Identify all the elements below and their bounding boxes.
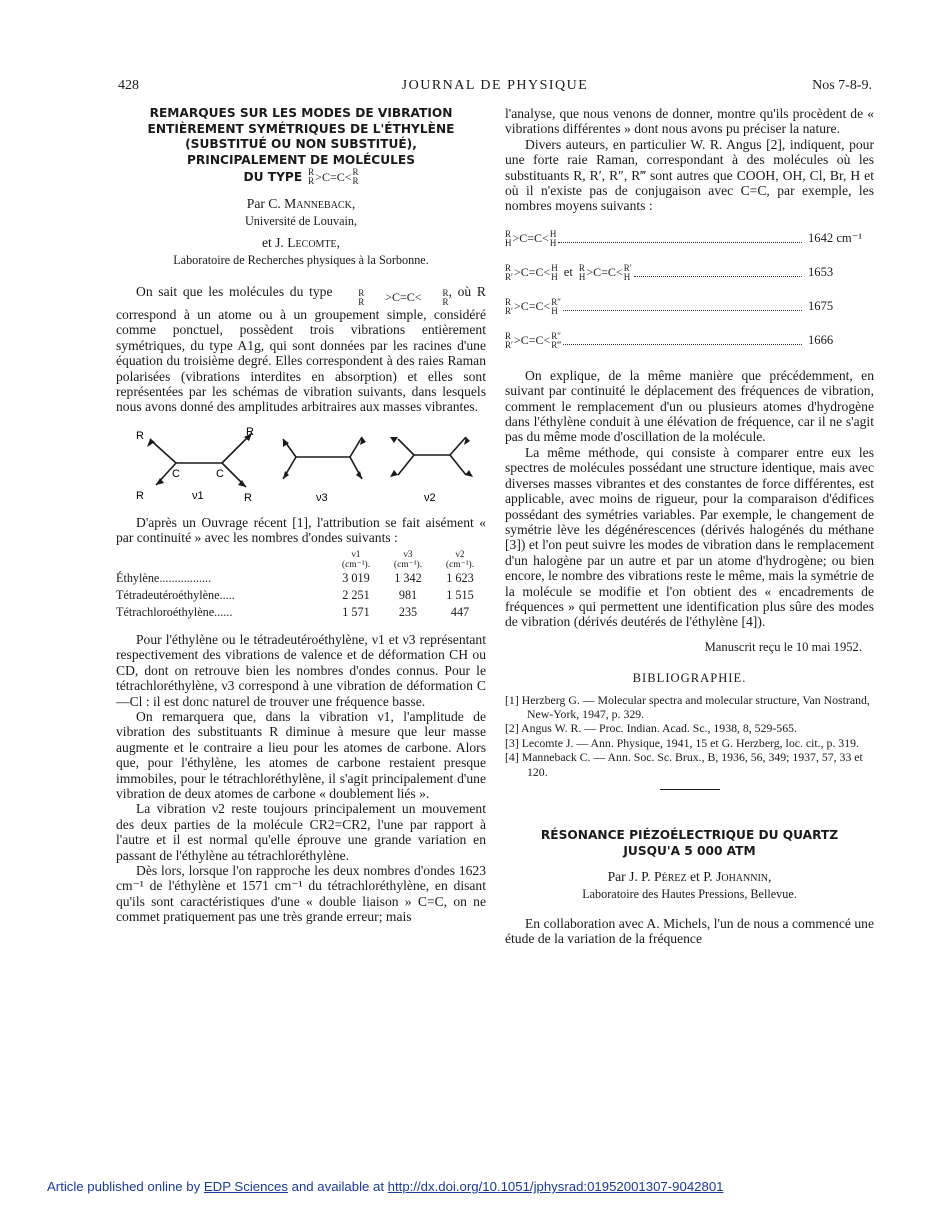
table-header-row <box>116 550 486 560</box>
author-name: Johannin, <box>716 869 772 885</box>
paragraph: Dès lors, lorsque l'on rapproche les deux nombres d'ondes 1623 cm⁻¹ de l'éthylène et 1571 cm⁻¹ du tétrachloréthylène, en disant qu'ils sont caractéristiques d'une « double liaison » C=C, on ne commet pratiquement pas une très grande erreur; mais <box>116 862 486 925</box>
figure-label-r: R <box>136 489 144 502</box>
paragraph: On explique, de la même manière que précédemment, en suivant par continuité le déplacement des fréquences de vibration, comment le remplacement d'un ou plusieurs atomes d'hydrogène dans l'éthylène conduit à une élévation de fréquence, car il ne s'agit pas du même mode d'oscillation de la molécule. <box>505 367 874 445</box>
molecule-formula: R H >C=C< R′ H <box>578 262 632 282</box>
table-row <box>116 570 486 587</box>
molecule-formula: R R′ >C=C< R″ R‴ <box>505 330 562 350</box>
title-line-molecule <box>244 168 359 186</box>
molecule-formula: R R >C=C< R R <box>358 288 449 307</box>
leader-dots <box>563 302 802 311</box>
frequency-list <box>505 222 874 358</box>
author1-affiliation: Université de Louvain, <box>244 213 358 228</box>
compound-name: Tétrachloroéthylène...... <box>116 605 233 620</box>
manuscript-received: Manuscrit reçu le 10 mai 1952. <box>704 639 862 654</box>
compound-name: Éthylène................. <box>116 570 212 585</box>
frequency-value: 1666 <box>808 333 834 348</box>
paragraph: Pour l'éthylène ou le tétradeutéroéthylène, ν1 et ν3 représentant respectivement des vibrations de valence et de déformation CH ou CD, dont on retrouve bien les nombres d'ondes connus. Pour le tétrachloréthylène, ν3 correspond à une vibration de déformation C—Cl : il est donc naturel de trouver une fréquence basse. <box>116 631 486 709</box>
table-row <box>116 604 486 621</box>
author-name: Manneback, <box>284 196 356 212</box>
bibliography-heading: BIBLIOGRAPHIE. <box>632 671 747 686</box>
value-cell: 1 515 <box>446 588 474 603</box>
figure-label-nu2: ν2 <box>424 491 436 504</box>
connector-text: et <box>563 265 573 280</box>
bibliography-entry: [1] Herzberg G. — Molecular spectra and molecular structure, Van Nostrand, New-York, 1947, p. 329. <box>505 692 870 721</box>
value-cell: 447 <box>450 605 470 620</box>
figure-label-nu3: ν3 <box>316 491 328 504</box>
separator-rule <box>660 789 720 790</box>
table-unit: (cm⁻¹). <box>445 559 475 570</box>
title-line: REMARQUES SUR LES MODES DE VIBRATION <box>149 106 453 120</box>
paragraph: D'après un Ouvrage récent [1], l'attribution se fait aisément « par continuité » avec les nombres d'ondes suivants : <box>116 514 486 546</box>
leader-dots <box>558 234 802 243</box>
molecule-formula: R H >C=C< H H <box>505 228 557 248</box>
equation-row <box>505 290 874 324</box>
value-cell: 1 623 <box>446 570 474 585</box>
author-name: Lecomte, <box>287 235 341 251</box>
value-cell: 1 342 <box>394 570 422 585</box>
figure-label-r: R <box>244 491 252 504</box>
wavenumber-table <box>116 550 486 622</box>
article2-affiliation: Laboratoire des Hautes Pressions, Bellevue. <box>582 886 797 901</box>
paragraph: En collaboration avec A. Michels, l'un de nous a commencé une étude de la variation de la fréquence <box>505 916 874 947</box>
figure-label-c: C <box>216 467 224 480</box>
article2-byline: Par J. P. Pérez et P. Johannin, <box>607 869 772 885</box>
title-line: (SUBSTITUÉ OU NON SUBSTITUÉ), <box>185 137 417 152</box>
title-prefix: DU TYPE <box>243 169 303 184</box>
title-line: JUSQU'A 5 000 ATM <box>623 843 756 858</box>
value-cell: 235 <box>398 605 418 620</box>
figure-label-r: R <box>136 429 144 442</box>
running-header <box>118 78 872 96</box>
publication-footer: Article published online by EDP Sciences and available at http://dx.doi.org/10.1051/jphysrad:01952001307-9042801 <box>47 1179 724 1194</box>
journal-name: JOURNAL DE PHYSIQUE <box>401 78 589 93</box>
value-cell: 1 571 <box>342 605 370 620</box>
article2-title <box>505 828 874 859</box>
molecule-formula-cr2cr2: R R >C=C< R R <box>308 167 359 187</box>
left-column <box>116 106 486 925</box>
value-cell: 981 <box>398 588 418 603</box>
figure-label-r: R <box>246 426 254 438</box>
molecule-formula: R R′ >C=C< H H <box>505 262 558 282</box>
paragraph: On sait que les molécules du type R R >C=C< R R , où R correspond à un atome ou à un groupement simple, considéré comme ponctuel, possèdent trois vibrations entièrement symétriques, du type A1g, qui sont données par les racines d'une équation du troisième degré. Elles correspondent à des raies Raman polarisées (vibrations interdites en absorption) et elles sont représentées par les schémas de vibration suivants, dans lesquels nous avons donné des amplitudes arbitraires aux masses vibrantes. <box>116 284 486 415</box>
paragraph: La vibration ν2 reste toujours principalement un mouvement des deux parties de la molécule CR2=CR2, l'une par rapport à l'autre et il est normal qu'elle éprouve une grande variation en passant de l'éthylène au tétrachloréthylène. <box>116 801 486 863</box>
bibliography-entry: [4] Manneback C. — Ann. Soc. Sc. Brux., B, 1936, 56, 349; 1937, 57, 33 et 120. <box>505 750 863 779</box>
table-unit: (cm⁻¹). <box>393 559 423 570</box>
doi-link[interactable]: http://dx.doi.org/10.1051/jphysrad:01952001307-9042801 <box>387 1179 724 1194</box>
publisher-link[interactable]: EDP Sciences <box>203 1179 288 1194</box>
molecule-formula: R R′ >C=C< R″ H <box>505 296 562 316</box>
vibration-modes-figure <box>128 427 473 505</box>
value-cell: 3 019 <box>342 570 370 585</box>
table-header: ν1 <box>351 549 361 560</box>
byline-author2: et J. Lecomte, <box>261 235 341 251</box>
bibliography-entry: [3] Lecomte J. — Ann. Physique, 1941, 15 et G. Herzberg, loc. cit., p. 319. <box>505 735 859 750</box>
frequency-value: 1642 cm⁻¹ <box>808 231 863 246</box>
value-cell: 2 251 <box>342 588 370 603</box>
table-header: ν3 <box>403 549 413 560</box>
title-line: ENTIÈREMENT SYMÉTRIQUES DE L'ÉTHYLÈNE <box>147 121 455 136</box>
paragraph: l'analyse, que nous venons de donner, montre qu'ils procèdent de « vibrations différentes » dont nous avons pu préciser la nature. <box>505 106 874 137</box>
paragraph: On remarquera que, dans la vibration ν1, l'amplitude de vibration des substituants R diminue à mesure que leur masse augmente et le contraire a lieu pour les atomes de carbone. Alors que, pour l'éthylène, les atomes de carbone restaient presque immobiles, pour le tétrachloréthylène, il s'agit principalement d'une vibration de deux atomes de carbone « doublement liés ». <box>116 708 486 801</box>
equation-row <box>505 324 874 358</box>
equation-row <box>505 256 874 290</box>
frequency-value: 1653 <box>808 265 834 280</box>
author2-affiliation: Laboratoire de Recherches physiques à la Sorbonne. <box>173 252 429 267</box>
byline-author1: Par C. Manneback, <box>246 196 356 212</box>
equation-row <box>505 222 874 256</box>
figure-label-nu1: ν1 <box>192 489 204 502</box>
title-line: RÉSONANCE PIÉZOÉLECTRIQUE DU QUARTZ <box>540 828 839 842</box>
paragraph: La même méthode, qui consiste à comparer entre eux les spectres de molécules possédant une structure identique, mais avec diverses masses vibrantes et des constantes de force différentes, est applicable, avec moins de rigueur, pour la comparaison d'édifices possédant des symétries variables. Par exemple, le changement de symétrie lève les dégénérescences (dérivés halogénés du méthane [3]) et l'on peut suivre les modes de vibration dans le remplacement d'un halogène par un autre et par un atome d'hydrogène; ou bien encore, le nombre des vibrations reste le même, mais la symétrie de la molécule se modifie et l'on obtient des « encadrements de fréquences » qui permettent une identification plus sûre des modes de vibration (dérivés deutérés de l'éthylène [4]). <box>505 444 874 630</box>
issue-number: Nos 7-8-9. <box>812 78 872 93</box>
table-unit: (cm⁻¹). <box>341 559 371 570</box>
article-title <box>116 106 486 186</box>
leader-dots <box>634 268 802 277</box>
figure-label-c: C <box>172 467 180 480</box>
paragraph: Divers auteurs, en particulier W. R. Angus [2], indiquent, pour une forte raie Raman, correspondant à des molécules où les substituants R, R′, R″, R‴ sont autres que COOH, OH, Cl, Br, H et où il n'existe pas de conjugaison avec C=C, par exemple, les nombres moyens suivants : <box>505 136 874 214</box>
leader-dots <box>563 336 802 345</box>
page-number: 428 <box>118 78 139 93</box>
table-header: ν2 <box>455 549 465 560</box>
author-name: Pérez <box>654 869 687 885</box>
right-column <box>505 106 874 947</box>
table-row <box>116 587 486 604</box>
bibliography-entry: [2] Angus W. R. — Proc. Indian. Acad. Sc., 1938, 8, 529-565. <box>505 721 797 736</box>
table-unit-row <box>116 560 486 570</box>
frequency-value: 1675 <box>808 299 834 314</box>
compound-name: Tétradeutéroéthylène..... <box>116 588 235 603</box>
title-line: PRINCIPALEMENT DE MOLÉCULES <box>186 152 416 167</box>
